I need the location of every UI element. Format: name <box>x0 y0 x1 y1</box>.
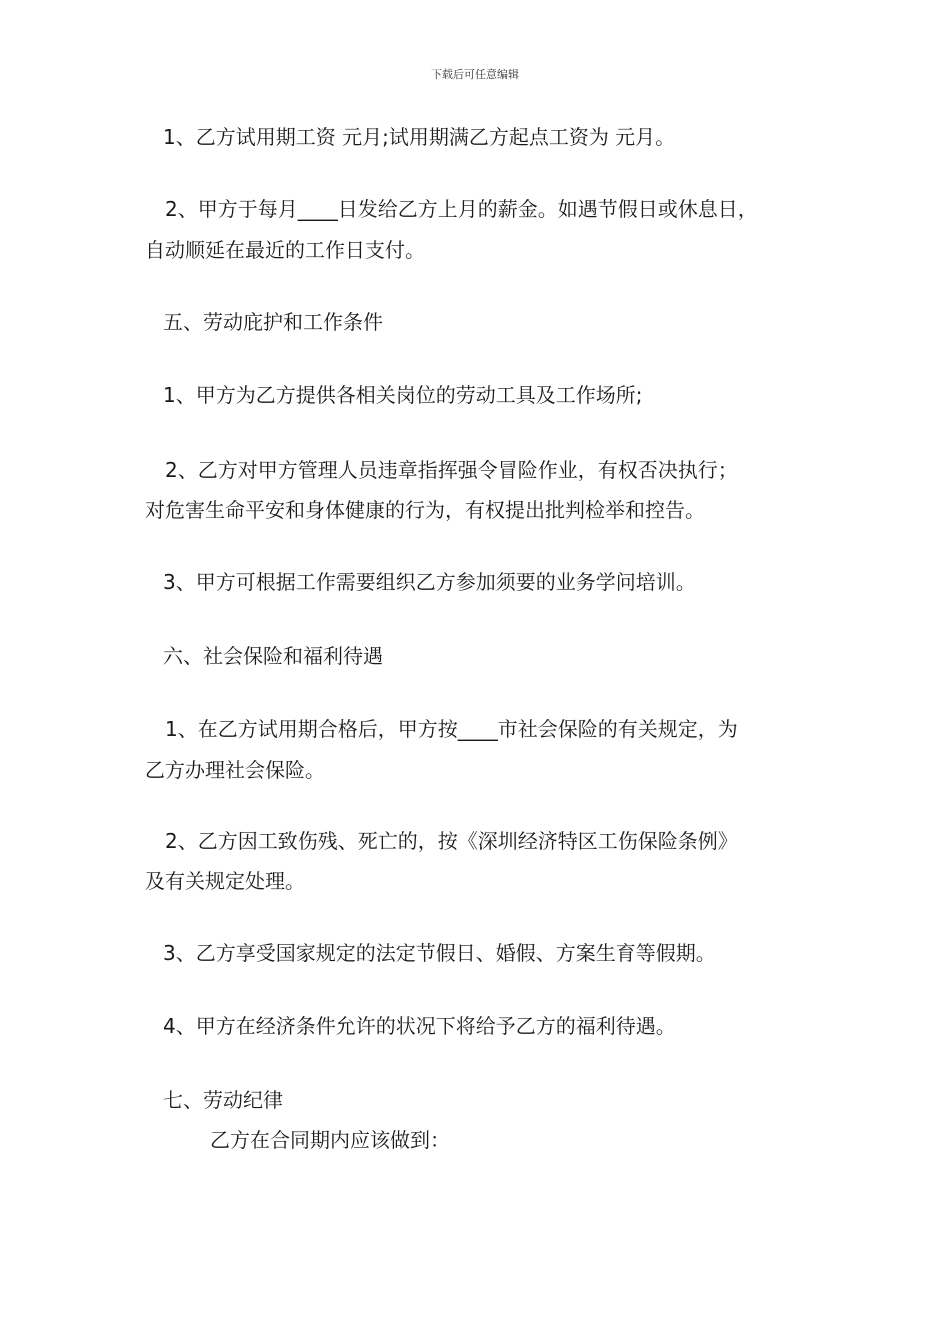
clause-5-1: 1、甲方为乙方提供各相关岗位的劳动工具及工作场所; <box>163 383 643 407</box>
section-5-heading: 五、劳动庇护和工作条件 <box>163 310 383 334</box>
clause-6-3: 3、乙方享受国家规定的法定节假日、婚假、方案生育等假期。 <box>163 941 716 965</box>
section-6-heading: 六、社会保险和福利待遇 <box>163 644 383 668</box>
section-7-heading: 七、劳动纪律 <box>163 1088 283 1112</box>
clause-6-4: 4、甲方在经济条件允许的状况下将给予乙方的福利待遇。 <box>163 1014 676 1038</box>
clause-4-1: 1、乙方试用期工资 元月;试用期满乙方起点工资为 元月。 <box>163 125 676 149</box>
clause-5-2-line-1: 2、乙方对甲方管理人员违章指挥强令冒险作业，有权否决执行； <box>165 458 738 482</box>
clause-6-2-line-2: 及有关规定处理。 <box>145 869 305 893</box>
clause-6-2-line-1: 2、乙方因工致伤残、死亡的，按《深圳经济特区工伤保险条例》 <box>165 829 738 853</box>
page-header: 下载后可任意编辑 <box>431 68 519 81</box>
clause-4-2-line-1: 2、甲方于每月____日发给乙方上月的薪金。如遇节假日或休息日， <box>165 197 758 221</box>
clause-6-1-line-2: 乙方办理社会保险。 <box>145 758 325 782</box>
clause-5-2-line-2: 对危害生命平安和身体健康的行为，有权提出批判检举和控告。 <box>145 498 705 522</box>
clause-5-3: 3、甲方可根据工作需要组织乙方参加须要的业务学问培训。 <box>163 570 696 594</box>
clause-6-1-line-1: 1、在乙方试用期合格后，甲方按____市社会保险的有关规定，为 <box>165 717 738 741</box>
section-7-intro: 乙方在合同期内应该做到： <box>210 1128 450 1152</box>
clause-4-2-line-2: 自动顺延在最近的工作日支付。 <box>145 238 425 262</box>
